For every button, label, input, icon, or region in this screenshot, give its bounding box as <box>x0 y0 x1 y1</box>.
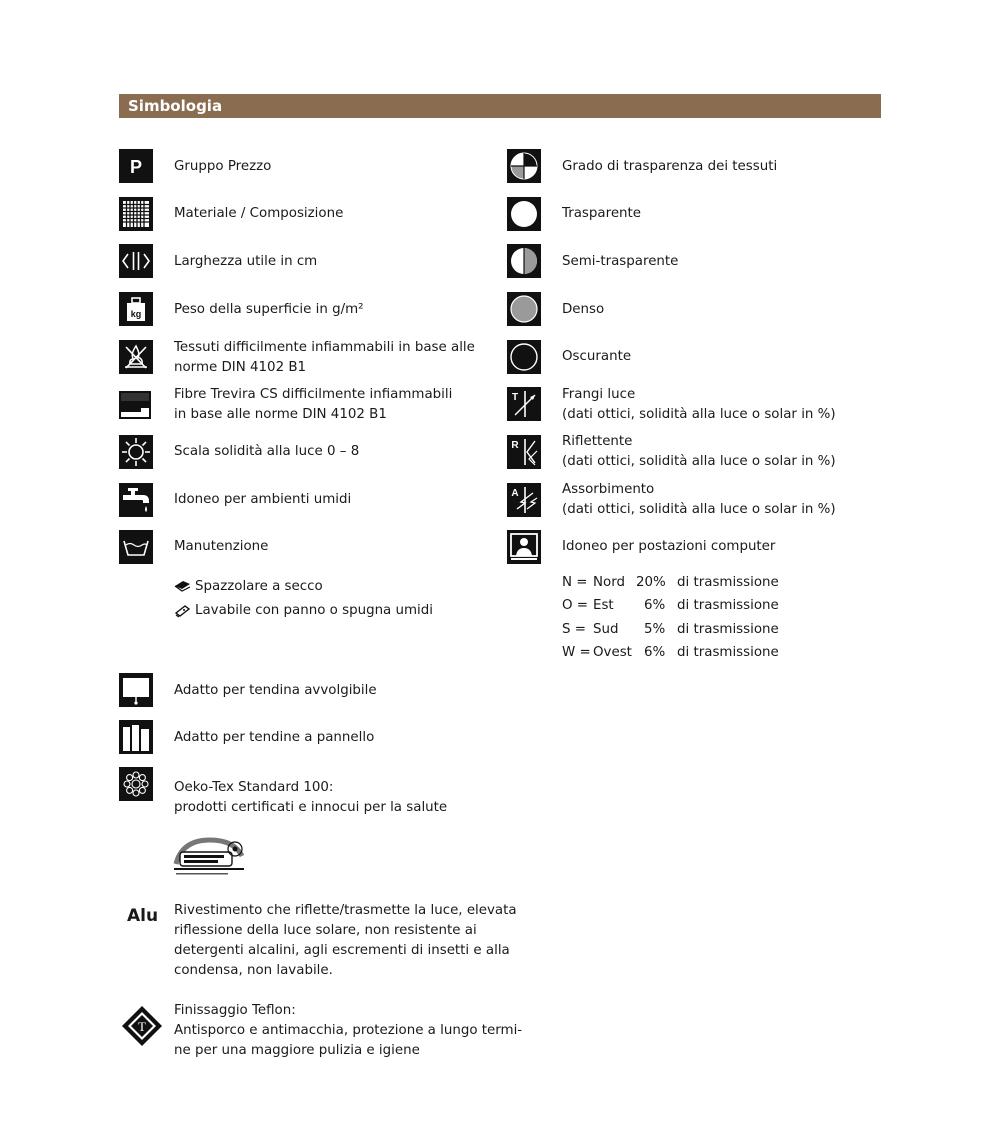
reflection-label-2: (dati ottici, solidità alla luce o solar in %) <box>562 454 836 469</box>
sun-lightfastness-icon <box>119 435 153 469</box>
material-label: Materiale / Composizione <box>174 206 344 221</box>
row-direction: Est <box>593 598 614 613</box>
teflon-label-1: Finissaggio Teflon: <box>174 1003 296 1018</box>
sponge-icon <box>174 604 191 618</box>
absorption-label-1: Assorbimento <box>562 482 655 497</box>
absorption-label-2: (dati ottici, solidità alla luce o solar in %) <box>562 502 836 517</box>
teflon-diamond-icon <box>121 1005 163 1047</box>
dry-brush-item <box>174 577 323 597</box>
roller-blind-label: Adatto per tendina avvolgibile <box>174 683 377 698</box>
alu-label-4: condensa, non lavabile. <box>174 963 333 978</box>
transmission-label-1: Frangi luce <box>562 387 636 402</box>
absorption-a-icon <box>507 483 541 517</box>
semi-transparent-label: Semi-trasparente <box>562 254 679 269</box>
oeko-tex-label-2: prodotti certificati e innocui per la salute <box>174 800 448 815</box>
alu-label-3: detergenti alcalini, agli escrementi di insetti e alla <box>174 943 510 958</box>
computer-workstation-icon <box>507 530 541 564</box>
damp-cloth-label: Lavabile con panno o spugna umidi <box>195 603 433 618</box>
blackout-label: Oscurante <box>562 349 632 364</box>
computer-workstation-label: Idoneo per postazioni computer <box>562 539 776 554</box>
trevira-label-2: in base alle norme DIN 4102 B1 <box>174 407 387 422</box>
row-code: N = <box>562 575 588 590</box>
reflection-r-icon <box>507 435 541 469</box>
maintenance-label: Manutenzione <box>174 539 269 554</box>
section-header <box>119 94 881 118</box>
flame-retardant-label-2: norme DIN 4102 B1 <box>174 360 307 375</box>
row-code: W = <box>562 645 591 660</box>
row-direction: Ovest <box>593 645 632 660</box>
transparent-label: Trasparente <box>562 206 642 221</box>
oeko-tex-flower-icon <box>119 767 153 801</box>
row-percent: 6% <box>644 645 666 660</box>
row-label: di trasmissione <box>677 575 779 590</box>
reflection-label-1: Riflettente <box>562 434 633 449</box>
blackout-circle-icon <box>507 340 541 374</box>
oeko-tex-certification-logo <box>172 836 248 878</box>
trevira-label-1: Fibre Trevira CS difficilmente infiammabili <box>174 387 453 402</box>
teflon-label-3: ne per una maggiore pulizia e igiene <box>174 1043 420 1058</box>
weight-kg-icon <box>119 292 153 326</box>
row-label: di trasmissione <box>677 622 779 637</box>
section-title: Simbologia <box>128 97 223 115</box>
alu-label-1: Rivestimento che riflette/trasmette la luce, elevata <box>174 903 517 918</box>
transmission-label-2: (dati ottici, solidità alla luce o solar in %) <box>562 407 836 422</box>
weight-label: Peso della superficie in g/m² <box>174 302 364 317</box>
transparency-grade-icon <box>507 149 541 183</box>
price-group-letter: P <box>129 157 143 177</box>
absorption-a-letter: A <box>511 488 519 499</box>
dense-label: Denso <box>562 302 605 317</box>
row-code: S = <box>562 622 586 637</box>
oeko-tex-label-1: Oeko-Tex Standard 100: <box>174 780 334 795</box>
transparent-circle-icon <box>507 197 541 231</box>
lightfastness-label: Scala solidità alla luce 0 – 8 <box>174 444 360 459</box>
dense-circle-icon <box>507 292 541 326</box>
semi-transparent-circle-icon <box>507 244 541 278</box>
row-percent: 6% <box>644 598 666 613</box>
dry-brush-label: Spazzolare a secco <box>195 579 323 594</box>
row-direction: Nord <box>593 575 625 590</box>
row-label: di trasmissione <box>677 645 779 660</box>
flame-retardant-label-1: Tessuti difficilmente infiammabili in base alle <box>174 340 475 355</box>
width-arrows-icon <box>119 244 153 278</box>
transmission-t-icon <box>507 387 541 421</box>
transmission-t-letter: T <box>511 392 519 403</box>
water-tap-icon <box>119 483 153 517</box>
svg-text:T: T <box>138 1019 146 1034</box>
row-label: di trasmissione <box>677 598 779 613</box>
price-group-label: Gruppo Prezzo <box>174 159 272 174</box>
alu-label-2: riflessione della luce solare, non resistente ai <box>174 923 477 938</box>
row-percent: 5% <box>644 622 666 637</box>
flame-retardant-icon <box>119 340 153 374</box>
panel-curtain-label: Adatto per tendine a pannello <box>174 730 375 745</box>
reflection-r-letter: R <box>511 440 519 451</box>
roller-blind-icon <box>119 673 153 707</box>
row-percent: 20% <box>636 575 666 590</box>
brush-icon <box>174 580 191 592</box>
row-code: O = <box>562 598 589 613</box>
width-label: Larghezza utile in cm <box>174 254 318 269</box>
teflon-label-2: Antisporco e antimacchia, protezione a lungo termi- <box>174 1023 523 1038</box>
alu-symbol: Alu <box>127 906 159 926</box>
row-direction: Sud <box>593 622 619 637</box>
panel-curtain-icon <box>119 720 153 754</box>
transparency-grade-label: Grado di trasparenza dei tessuti <box>562 159 778 174</box>
damp-cloth-item <box>174 601 433 621</box>
price-group-icon <box>119 149 153 183</box>
material-grid-icon <box>119 197 153 231</box>
wash-tub-icon <box>119 530 153 564</box>
weight-kg-letter: kg <box>130 309 142 319</box>
humid-rooms-label: Idoneo per ambienti umidi <box>174 492 352 507</box>
trevira-cs-logo-icon <box>119 391 151 419</box>
